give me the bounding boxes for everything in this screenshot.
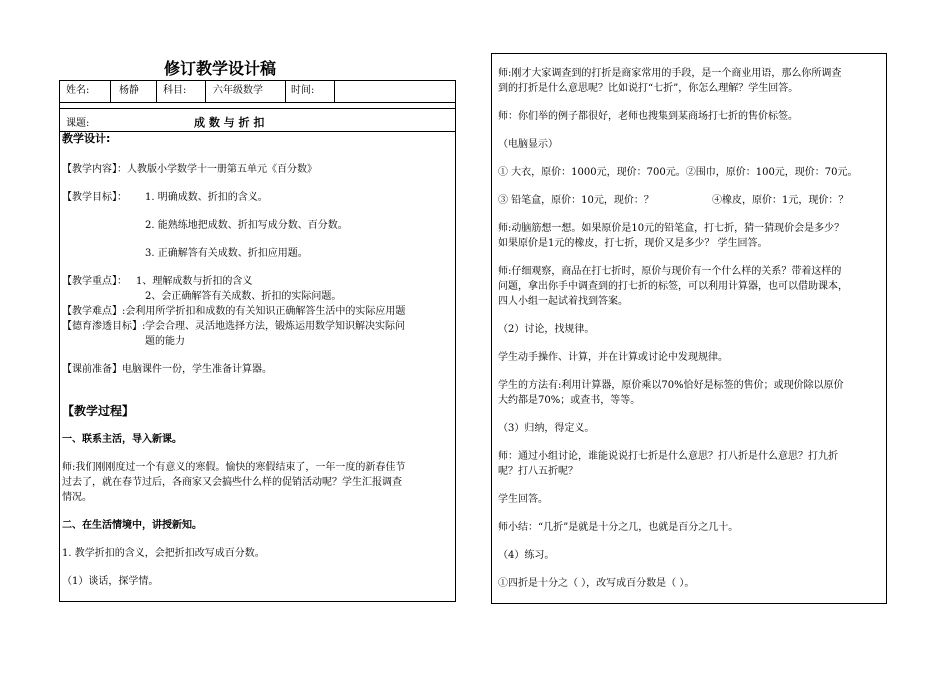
prep: 【课前准备】电脑课件一份，学生准备计算器。	[62, 364, 272, 375]
r6-line-1: 师:动脑筋想一想。如果原价是10元的铅笔盒，打七折，猜一猜现价会是多少？	[498, 223, 845, 234]
r7-line-2: 问题，拿出你手中调查到的打七折的标签，可以利用计算器，也可以借助课本，	[498, 281, 848, 292]
process-heading: 【教学过程】	[62, 404, 135, 418]
r9: 学生动手操作、计算，并在计算或讨论中发现规律。	[498, 352, 728, 363]
left-box-bottom-border	[59, 601, 456, 602]
goal-2: 2. 能熟练地把成数、折扣写成分数、百分数。	[145, 220, 348, 231]
key-label: 【教学重点】：	[62, 276, 127, 287]
design-heading: 教学设计:	[62, 132, 111, 145]
cell-divider	[110, 80, 111, 102]
right-box-top-border	[491, 53, 887, 54]
right-box-right-border	[886, 53, 887, 604]
left-box-left-border	[59, 80, 60, 602]
r1-line-1: 师:刚才大家调查到的打折是商家常用的手段，是一个商业用语，那么你所调查	[498, 68, 842, 79]
moral-label: 【德育渗透目标】:	[62, 321, 146, 332]
para-1-line-2: 过去了，就在春节过后，各商家又会搞些什么样的促销活动呢？学生汇报调查	[62, 477, 402, 488]
r13: 学生回答。	[498, 494, 548, 505]
r6-line-2: 如果原价是1元的橡皮，打七折，现价又是多少？ 学生回答。	[498, 238, 768, 249]
section-1-heading: 一、联系主活，导入新课。	[62, 434, 182, 445]
goal-3: 3. 正确解答有关成数、折扣应用题。	[145, 248, 308, 259]
cell-divider	[156, 80, 157, 102]
r8: （2）讨论，找规律。	[498, 324, 595, 335]
subject-value: 六年级数学	[213, 85, 263, 96]
cell-divider	[285, 80, 286, 102]
right-box-left-border	[491, 53, 492, 604]
moral-line-1: 学会合理、灵活地选择方法，锻炼运用数学知识解决实际问	[145, 321, 405, 332]
r12-line-1: 师：通过小组讨论，谁能说说打七折是什么意思？打八折是什么意思？打九折	[498, 451, 838, 462]
r15: （4）练习。	[498, 550, 555, 561]
key-2: 2、会正确解答有关成数、折扣的实际问题。	[145, 291, 342, 302]
para-1-line-1: 师:我们刚刚度过一个有意义的寒假。愉快的寒假结束了，一年一度的新春佳节	[62, 462, 406, 473]
r16: ①四折是十分之（ ），改写成百分数是（ ）。	[498, 578, 695, 589]
topic-label: 课题:	[66, 118, 90, 129]
r14: 师小结：“几折”是就是十分之几，也就是百分之几十。	[498, 522, 739, 533]
header-table-top-border	[59, 80, 455, 81]
right-box-bottom-border	[491, 603, 887, 604]
r7-line-3: 四人小组一起试着找到答案。	[498, 296, 628, 307]
subject-label: 科目:	[163, 85, 187, 96]
r1-line-2: 到的打折是什么意思呢？比如说打“七折”，你怎么理解？学生回答。	[498, 83, 799, 94]
name-label: 姓名:	[66, 85, 90, 96]
page-title: 修订教学设计稿	[164, 59, 277, 78]
r3: （电脑显示）	[498, 139, 558, 150]
cell-divider	[334, 80, 335, 102]
left-box-right-border	[455, 80, 456, 602]
time-label: 时间:	[291, 85, 315, 96]
key-1: 1、理解成数与折扣的含义	[136, 276, 253, 287]
para-1-line-3: 情况。	[62, 492, 92, 503]
goal-label: 【教学目标】：	[62, 192, 127, 203]
r10-line-1: 学生的方法有:利用计算器，原价乘以70%恰好是标签的售价；或现价除以原价	[498, 380, 844, 391]
teaching-content: 【教学内容】：人教版小学数学十一册第五单元《百分数》	[62, 164, 317, 175]
header-row-divider	[59, 102, 455, 103]
moral-line-2: 题的能力	[145, 336, 185, 347]
cell-divider	[205, 80, 206, 102]
topic-value: 成 数 与 折 扣	[194, 116, 265, 129]
name-value: 杨静	[119, 85, 139, 96]
r10-line-2: 大约都是70%；或查书，等等。	[498, 395, 641, 406]
item-1: 1. 教学折扣的含义，会把折扣改写成百分数。	[62, 548, 265, 559]
item-1-1: （1）谈话，探学情。	[62, 576, 159, 587]
r4: ① 大衣，原价：1000元，现价：700元。②围巾，原价：100元，现价：70元。	[498, 167, 858, 178]
r11: （3）归纳，得定义。	[498, 423, 595, 434]
section-2-heading: 二、在生活情境中，讲授新知。	[62, 520, 202, 531]
r5-pencil-box: ③ 铅笔盒，原价：10元，现价：？	[498, 195, 654, 206]
difficulty: 【教学难点】:会利用所学折扣和成数的有关知识正确解答生活中的实际应用题	[62, 306, 406, 317]
r2: 师：你们举的例子都很好，老师也搜集到某商场打七折的售价标签。	[498, 111, 798, 122]
r5-eraser: ④橡皮，原价：1元，现价：？	[712, 195, 849, 206]
r7-line-1: 师:仔细观察，商品在打七折时，原价与现价有一个什么样的关系？带着这样的	[498, 266, 842, 277]
goal-1: 1. 明确成数、折扣的含义。	[145, 192, 268, 203]
r12-line-2: 呢？打八五折呢？	[498, 466, 578, 477]
header-table-divider-2	[59, 108, 455, 109]
topic-row-bottom-border	[59, 131, 455, 132]
